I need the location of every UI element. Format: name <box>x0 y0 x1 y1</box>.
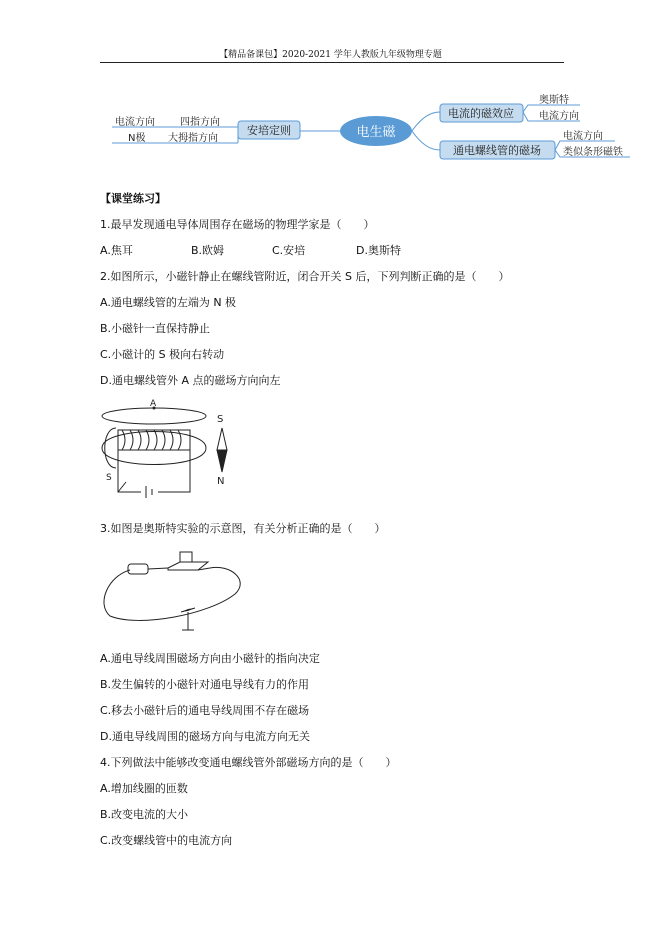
q3-option-a: A.通电导线周围磁场方向由小磁针的指向决定 <box>100 652 320 665</box>
compass-needle-figure <box>210 410 234 490</box>
figure-label-a: A <box>150 399 157 409</box>
mindmap-center-node: 电生磁 <box>356 125 396 140</box>
q3-option-d: D.通电导线周围的磁场方向与电流方向无关 <box>100 730 310 743</box>
oersted-figure <box>100 544 250 639</box>
mindmap-right-top-leaf-1: 奥斯特 <box>539 95 569 106</box>
compass-label-n: N <box>217 476 225 487</box>
q2-option-d: D.通电螺线管外 A 点的磁场方向向左 <box>100 374 281 387</box>
mindmap-left-item-1a: 电流方向 <box>115 117 155 128</box>
q1-option-a: A.焦耳 <box>100 244 133 257</box>
q3-option-b: B.发生偏转的小磁针对通电导线有力的作用 <box>100 678 310 691</box>
mindmap-right-bottom-leaf-2: 类似条形磁铁 <box>563 147 623 158</box>
q1-option-b: B.欧姆 <box>191 244 225 257</box>
q1-stem: 1.最早发现通电导体周围存在磁场的物理学家是（ ） <box>100 218 375 231</box>
mindmap-left-item-2b: 大拇指方向 <box>168 133 218 144</box>
mindmap-left-item-2a: N极 <box>128 133 146 144</box>
compass-label-s: S <box>217 414 224 425</box>
mindmap-left-node: 安培定则 <box>247 124 291 137</box>
section-title: 【课堂练习】 <box>100 192 166 205</box>
mindmap-right-bottom-node: 通电螺线管的磁场 <box>453 144 541 157</box>
q4-stem: 4.下列做法中能够改变通电螺线管外部磁场方向的是（ ） <box>100 756 397 769</box>
q2-option-b: B.小磁针一直保持静止 <box>100 322 211 335</box>
mindmap-right-top-leaf-2: 电流方向 <box>539 111 579 122</box>
mindmap-right-top-node: 电流的磁效应 <box>448 107 514 120</box>
q4-option-a: A.增加线圈的匝数 <box>100 782 188 795</box>
page-header: 【精品备课包】2020-2021 学年人教版九年级物理专题 <box>219 50 442 60</box>
q4-option-c: C.改变螺线管中的电流方向 <box>100 834 233 847</box>
figure-label-switch: S <box>106 473 112 483</box>
q1-option-d: D.奥斯特 <box>356 244 401 257</box>
q3-stem: 3.如图是奥斯特实验的示意图，有关分析正确的是（ ） <box>100 522 386 535</box>
q2-option-c: C.小磁计的 S 极向右转动 <box>100 348 225 361</box>
q2-option-a: A.通电螺线管的左端为 N 极 <box>100 296 237 309</box>
q1-option-c: C.安培 <box>272 244 306 257</box>
q3-option-c: C.移去小磁针后的通电导线周围不存在磁场 <box>100 704 310 717</box>
q4-option-b: B.改变电流的大小 <box>100 808 189 821</box>
mindmap-left-item-1b: 四指方向 <box>180 117 220 128</box>
mind-map <box>0 90 661 170</box>
q2-stem: 2.如图所示，小磁针静止在螺线管附近，闭合开关 S 后，下列判断正确的是（ ） <box>100 270 510 283</box>
header-rule <box>100 62 564 63</box>
mindmap-right-bottom-leaf-1: 电流方向 <box>563 131 603 142</box>
